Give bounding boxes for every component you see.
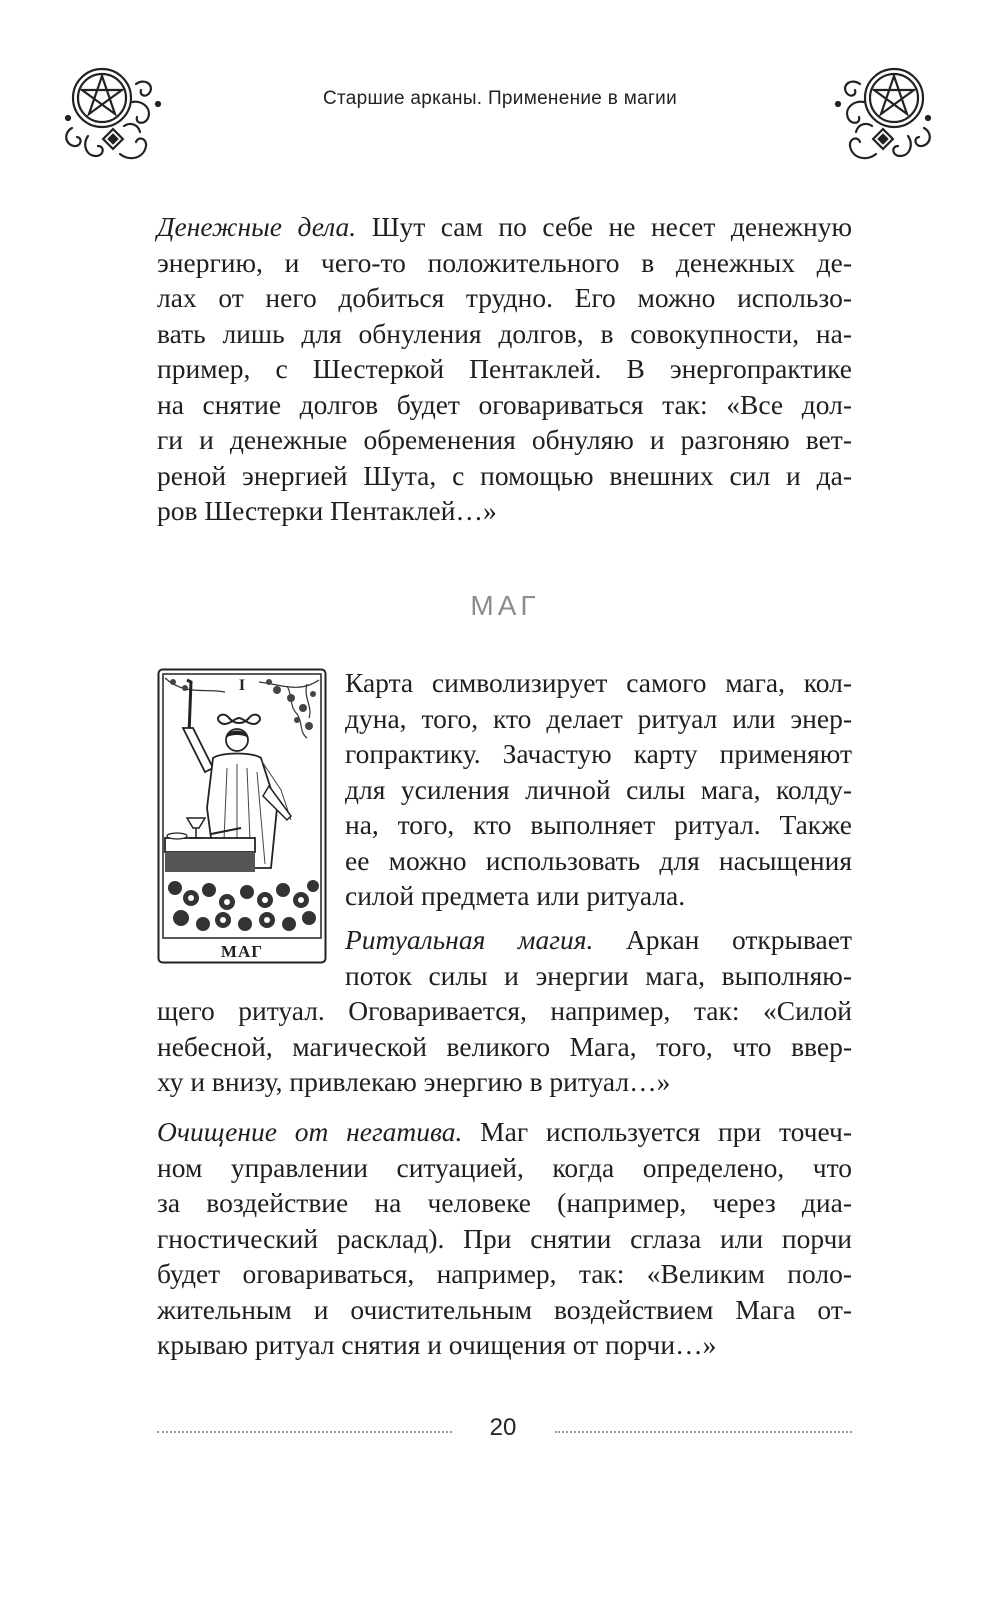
paragraph-line: ров Шестерки Пентаклей…» (157, 495, 497, 526)
paragraph-line: пример, с Шестеркой Пентаклей. В энергопрактике (157, 353, 852, 384)
paragraph-line: на, того, кто выполняет ритуал. Также (345, 809, 852, 840)
card-caption: МАГ (220, 942, 264, 961)
paragraph-line: на снятие долгов будет оговариваться так: «Все дол- (157, 388, 852, 420)
altar-table-side (165, 852, 255, 872)
paragraph-lead: Очищение от негатива. (157, 1116, 463, 1147)
paragraph-intro (345, 665, 852, 914)
paragraph-line (345, 922, 852, 958)
pentacle-ornament-left-icon (58, 62, 170, 174)
paragraph-line: ги и денежные обременения обнуляю и разгоняю вет- (157, 424, 852, 455)
paragraph-lead: Ритуальная магия. (345, 924, 594, 955)
paragraph-line: будет оговариваться, например, так: «Великим поло- (157, 1258, 852, 1289)
paragraph-line: силой предмета или ритуала. (345, 880, 686, 911)
magician-card-image (157, 668, 327, 964)
pentacle-ornament-right-icon (826, 62, 938, 174)
paragraph-cleansing (157, 1114, 852, 1363)
paragraph-line: Карта символизирует самого мага, кол- (345, 667, 852, 698)
paragraph-money (157, 209, 852, 529)
paragraph-line: лах от него добиться трудно. Его можно использо- (157, 282, 852, 313)
paragraph-ritual-top (345, 922, 852, 993)
paragraph-text: Аркан открывает (593, 924, 852, 955)
paragraph-line: энергию, и чего-то положительного в денежных де- (157, 246, 852, 278)
running-title: Старшие арканы. Применение в магии (322, 88, 678, 109)
paragraph-line: поток силы и энергии мага, выполняю- (345, 959, 852, 991)
paragraph-line: ном управлении ситуацией, когда определено, что (157, 1151, 852, 1183)
paragraph-text: Маг используется при точеч- (462, 1116, 852, 1147)
paragraph-line: за воздействие на человеке (например, через диа- (157, 1187, 852, 1218)
paragraph-line: крываю ритуал снятия и очищения от порчи…» (157, 1329, 717, 1360)
paragraph-line: гопрактику. Зачастую карту применяют (345, 738, 852, 769)
altar-table (165, 838, 255, 852)
paragraph-line: для усиления личной силы мага, колду- (345, 773, 852, 805)
paragraph-line (157, 209, 852, 245)
paragraph-line: ее можно использовать для насыщения (345, 844, 852, 876)
paragraph-line: жительным и очистительным воздействием Мага от- (157, 1293, 852, 1325)
paragraph-ritual-bottom (157, 993, 852, 1100)
paragraph-line: небесной, магической великого Мага, того, что ввер- (157, 1030, 852, 1062)
paragraph-line: гностический расклад). При снятии сглаза или порчи (157, 1222, 852, 1254)
pentacle-disc-icon (167, 833, 187, 839)
section-heading: МАГ (470, 590, 540, 621)
page-number: 20 (489, 1414, 517, 1441)
paragraph-text: Шут сам по себе не несет денежную (356, 211, 852, 242)
paragraph-line (157, 1114, 852, 1150)
paragraph-line: щего ритуал. Оговаривается, например, так: «Силой (157, 995, 852, 1026)
card-numeral: I (238, 677, 246, 694)
paragraph-line: дуна, того, кто делает ритуал или энер- (345, 702, 852, 734)
paragraph-line: вать лишь для обнуления долгов, в совокупности, на- (157, 317, 852, 349)
paragraph-line: реной энергией Шута, с помощью внешних сил и да- (157, 459, 852, 491)
paragraph-line: ху и внизу, привлекаю энергию в ритуал…» (157, 1066, 671, 1097)
paragraph-lead: Денежные дела. (157, 211, 357, 242)
footer-rule-right (555, 1431, 852, 1433)
footer-rule-left (157, 1431, 452, 1433)
